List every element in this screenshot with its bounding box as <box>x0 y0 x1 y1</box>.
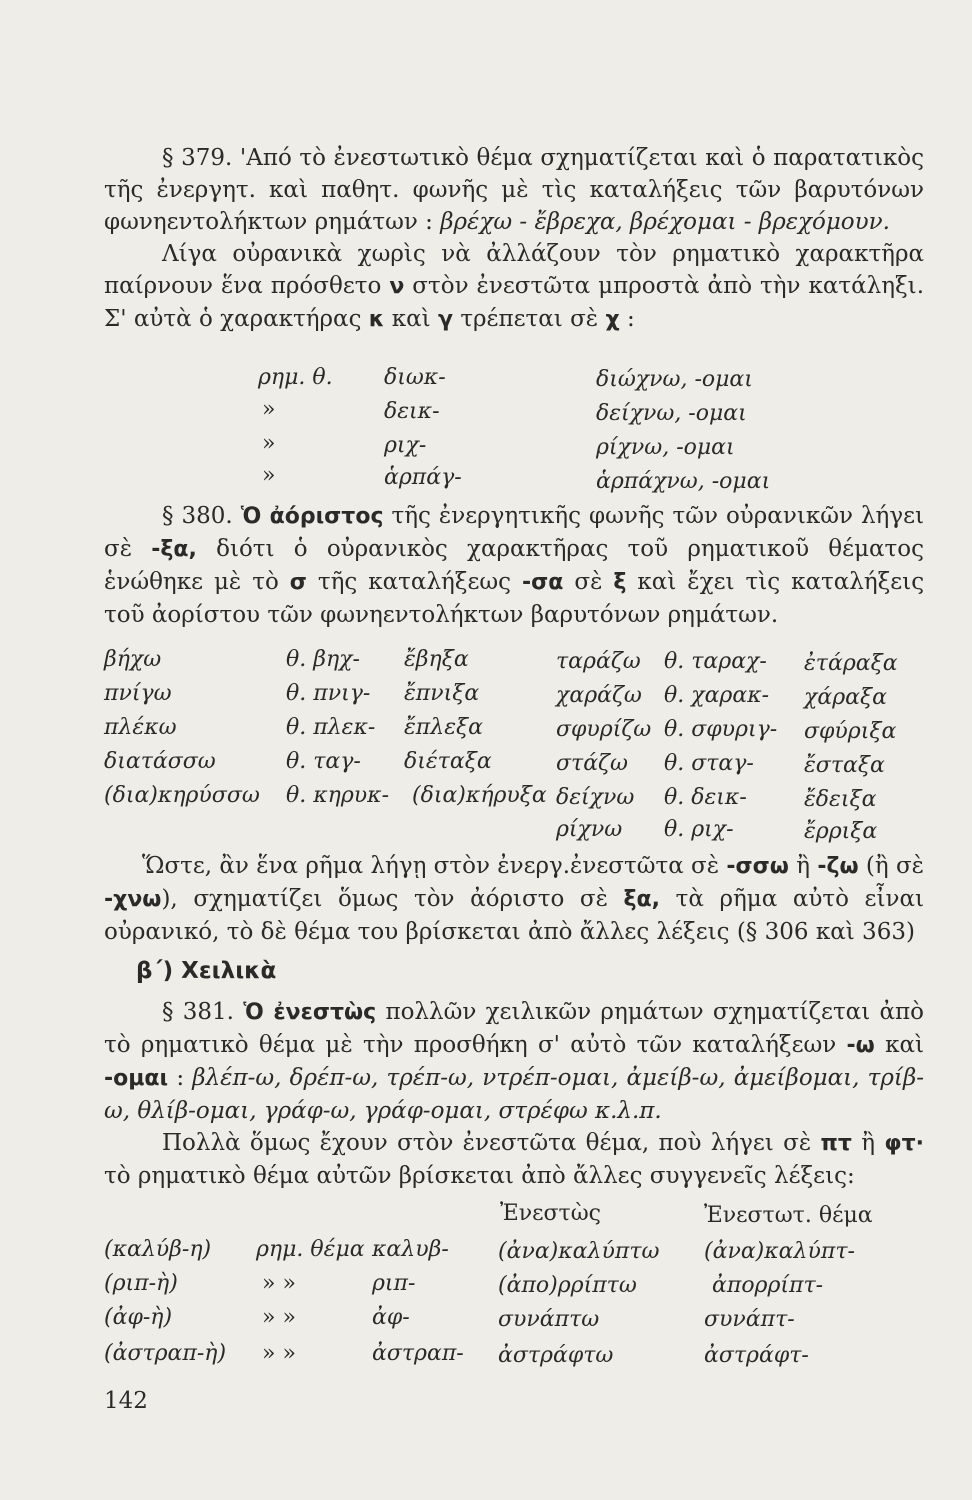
table-cell: διωκ- <box>384 365 446 390</box>
paragraph-text: (ἢ σὲ <box>865 853 925 879</box>
table-cell: θ. σφυριγ- <box>664 717 778 742</box>
table-cell: (ἀνα)καλύπτω <box>498 1239 660 1264</box>
table-cell: (ριπ-ὴ) <box>104 1271 178 1296</box>
table-cell: ἀστραπ- <box>372 1341 464 1366</box>
section-380 <box>104 500 924 631</box>
paragraph-text: καὶ ἔχει τὶς καταλήξεις τοῦ ἀορίστου τῶν φωνηεντολήκτων βαρυτόνων ρημάτων. <box>104 569 925 628</box>
table-cell: ἀστράφτω <box>498 1343 614 1368</box>
table-cell: ἔπλεξα <box>404 715 483 740</box>
table-cell: διώχνω, -ομαι <box>596 367 753 392</box>
bold-term: Ὁ ἐνεστὼς <box>243 1000 377 1025</box>
column-header: Ἐνεστωτ. θέμα <box>704 1203 873 1228</box>
bold-term: -ομαι <box>104 1066 169 1091</box>
table-cell: ἔρριξα <box>804 819 878 844</box>
bold-term: -σσω <box>726 854 789 879</box>
table-cell: δείχνω <box>556 785 635 810</box>
paragraph-text: καὶ <box>391 306 431 332</box>
paragraph-text: § 379. 'Από τὸ ἐνεστωτικὸ θέμα σχηματίζεται καὶ ὁ παρατατικὸς τῆς ἐνεργητ. καὶ παθητ. φωνῆς μὲ τὶς καταλήξεις τῶν βαρυτόνων φωνηεντολήκτων ρημάτων : <box>104 145 924 235</box>
bold-term: -ζω <box>817 854 859 879</box>
bold-term: Ὁ ἀόριστος <box>240 504 384 529</box>
page-number: 142 <box>104 1388 148 1414</box>
table-cell: θ. ριχ- <box>664 817 734 842</box>
table-cell: » » <box>262 1305 296 1330</box>
table-cell: θ. πνιγ- <box>286 681 371 706</box>
table-cell: ἁρπάγ- <box>384 465 462 490</box>
bold-term: ξ <box>613 570 627 595</box>
table-cell: (ἀνα)καλύπτ- <box>704 1239 855 1264</box>
table-cell: πνίγω <box>104 681 172 706</box>
paragraph-text: διότι ὁ οὐρανικὸς χαρακτῆρας τοῦ ρηματικοῦ θέματος ἑνώθηκε μὲ τὸ <box>104 536 924 595</box>
table-cell: ἀπορρίπτ- <box>712 1273 824 1298</box>
table-cell: διέταξα <box>404 749 492 774</box>
table-cell: (ἀφ-ὴ) <box>104 1305 173 1330</box>
paragraph-text: τρέπεται σὲ <box>460 306 599 332</box>
table-cell: (ἀπο)ρρίπτω <box>498 1273 637 1298</box>
table-cell: θ. χαρακ- <box>664 683 770 708</box>
bold-letter: ν <box>389 274 405 299</box>
bold-term: σ <box>289 570 307 595</box>
table-cell: διατάσσω <box>104 749 216 774</box>
paragraph <box>104 850 924 948</box>
table-cell: βήχω <box>104 647 162 672</box>
paragraph-text: τὸ ρηματικὸ θέμα αὐτῶν βρίσκεται ἀπὸ ἄλλες συγγενεῖς λέξεις: <box>104 1163 855 1189</box>
table-cell: ρημ. θέμα <box>256 1237 365 1262</box>
bold-letter: κ <box>368 307 385 332</box>
table-cell: ἔδειξα <box>804 787 877 812</box>
bold-letter: χ <box>605 307 620 332</box>
bold-term: -ξα, <box>151 537 197 562</box>
table-cell: (δια)κηρύσσω <box>104 783 260 808</box>
paragraph-text: τῆς ἐνεργητικῆς φωνῆς τῶν οὐρανικῶν λήγει σὲ <box>104 503 924 562</box>
section-number: § 381. <box>162 999 234 1025</box>
bold-term: φτ· <box>884 1131 925 1156</box>
paragraph-text: Πολλὰ ὅμως ἔχουν στὸν ἐνεστῶτα θέμα, ποὺ λήγει σὲ <box>162 1130 812 1156</box>
table-cell: ἐτάραξα <box>804 651 898 676</box>
table-cell: » » <box>262 1341 296 1366</box>
paragraph-text: πολλῶν χειλικῶν ρημάτων σχηματίζεται ἀπὸ τὸ ρηματικὸ θέμα μὲ τὴν προσθήκη σ' αὐτὸ τῶν καταλήξεων <box>104 999 924 1058</box>
table-cell: ρίχνω, -ομαι <box>596 435 735 460</box>
table-cell: συνάπτ- <box>704 1307 795 1332</box>
table-cell: ἀστράφτ- <box>704 1343 809 1368</box>
table-cell: δείχνω, -ομαι <box>596 401 747 426</box>
table-cell: » <box>262 431 276 456</box>
table-cell: στάζω <box>556 751 628 776</box>
column-header: Ἐνεστὼς <box>500 1201 601 1226</box>
paragraph-text: ἢ <box>796 853 811 879</box>
bold-term: ξα, <box>623 887 661 912</box>
paragraph-text: στὸν ἐνεστῶτα μπροστὰ ἀπὸ τὴν κατάληξι. Σ' αὐτὰ ὁ χαρακτήρας <box>104 273 925 332</box>
table-cell: ἔπνιξα <box>404 681 480 706</box>
table-cell: καλυβ- <box>372 1237 449 1262</box>
table-cell: (ἀστραπ-ὴ) <box>104 1341 227 1366</box>
paragraph-text: τὰ ρῆμα αὐτὸ εἶναι οὐρανικό, τὸ δὲ θέμα του βρίσκεται ἀπὸ ἄλλες λέξεις (§ 306 καὶ 363) <box>104 886 924 945</box>
conclusion-380 <box>104 850 924 948</box>
table-cell: θ. δεικ- <box>664 785 747 810</box>
bold-letter: γ <box>438 307 453 332</box>
table-cell: » <box>262 397 276 422</box>
table-cell: ριπ- <box>372 1271 416 1296</box>
table-cell: δεικ- <box>384 399 440 424</box>
table-cell: » » <box>262 1271 296 1296</box>
paragraph-text: ), σχηματίζει ὅμως τὸν ἀόριστο σὲ <box>161 886 608 912</box>
table-cell: ρίχνω <box>556 817 623 842</box>
table-cell: σφυρίζω <box>556 717 652 742</box>
section-number: § 380. <box>162 503 233 529</box>
table-cell: θ. ταραχ- <box>664 649 767 674</box>
table-cell: ἀφ- <box>372 1305 410 1330</box>
section-381 <box>104 996 924 1192</box>
table-cell: σφύριξα <box>804 719 897 744</box>
bold-term: -ω <box>846 1033 875 1058</box>
paragraph-text: καὶ <box>885 1032 924 1058</box>
example-forms: βλέπ-ω, δρέπ-ω, τρέπ-ω, ντρέπ-ομαι, ἀμείβ-ω, ἀμείβομαι, τρίβ-ω, θλίβ-ομαι, γράφ-ω, γράφ-ομαι, στρέφω κ.λ.π. <box>104 1065 925 1124</box>
punctuation: : <box>626 306 635 332</box>
paragraph-text: Λίγα οὐρανικὰ χωρὶς νὰ ἀλλάζουν τὸν ρηματικὸ χαρακτῆρα παίρνουν ἕνα πρόσθετο <box>104 241 924 299</box>
paragraph <box>104 996 924 1127</box>
table-cell: ἔβηξα <box>404 647 469 672</box>
bold-term: πτ <box>820 1131 852 1156</box>
table-cell: χαράζω <box>556 683 642 708</box>
paragraph-text: ἢ <box>861 1130 876 1156</box>
paragraph <box>104 500 924 631</box>
table-cell: ριχ- <box>384 433 427 458</box>
paragraph-text: Ὥστε, ἂν ἕνα ρῆμα λήγῃ στὸν ἐνεργ.ἐνεστῶτα σὲ <box>142 853 720 879</box>
table-cell: πλέκω <box>104 715 177 740</box>
paragraph-text: τῆς καταλήξεως <box>317 569 512 595</box>
table-cell: (δια)κήρυξα <box>412 783 547 808</box>
bold-term: -σα <box>522 570 564 595</box>
table-cell: θ. πλεκ- <box>286 715 376 740</box>
table-cell: ἔσταξα <box>804 753 885 778</box>
table-cell: θ. ταγ- <box>286 749 361 774</box>
table-cell: ταράζω <box>556 649 641 674</box>
table-cell: χάραξα <box>804 685 887 710</box>
section-379 <box>104 142 924 336</box>
table-cell: » <box>262 463 276 488</box>
paragraph <box>104 238 924 336</box>
table-cell: ἁρπάχνω, -ομαι <box>596 469 771 494</box>
paragraph-text: : <box>176 1065 185 1091</box>
table-cell: (καλύβ-η) <box>104 1237 212 1262</box>
table-cell: θ. σταγ- <box>664 751 754 776</box>
paragraph <box>104 1127 924 1192</box>
bold-term: -χνω <box>104 887 162 912</box>
table-cell: θ. βηχ- <box>286 647 360 672</box>
table-cell: ρημ. θ. <box>258 365 333 390</box>
subsection-heading: β΄) Χειλικὰ <box>136 958 277 984</box>
table-cell: θ. κηρυκ- <box>286 783 390 808</box>
table-cell: συνάπτω <box>498 1307 600 1332</box>
paragraph-text: σὲ <box>574 569 603 595</box>
example-forms: βρέχω - ἔβρεχα, βρέχομαι - βρεχόμουν. <box>440 209 890 235</box>
paragraph <box>104 142 924 238</box>
